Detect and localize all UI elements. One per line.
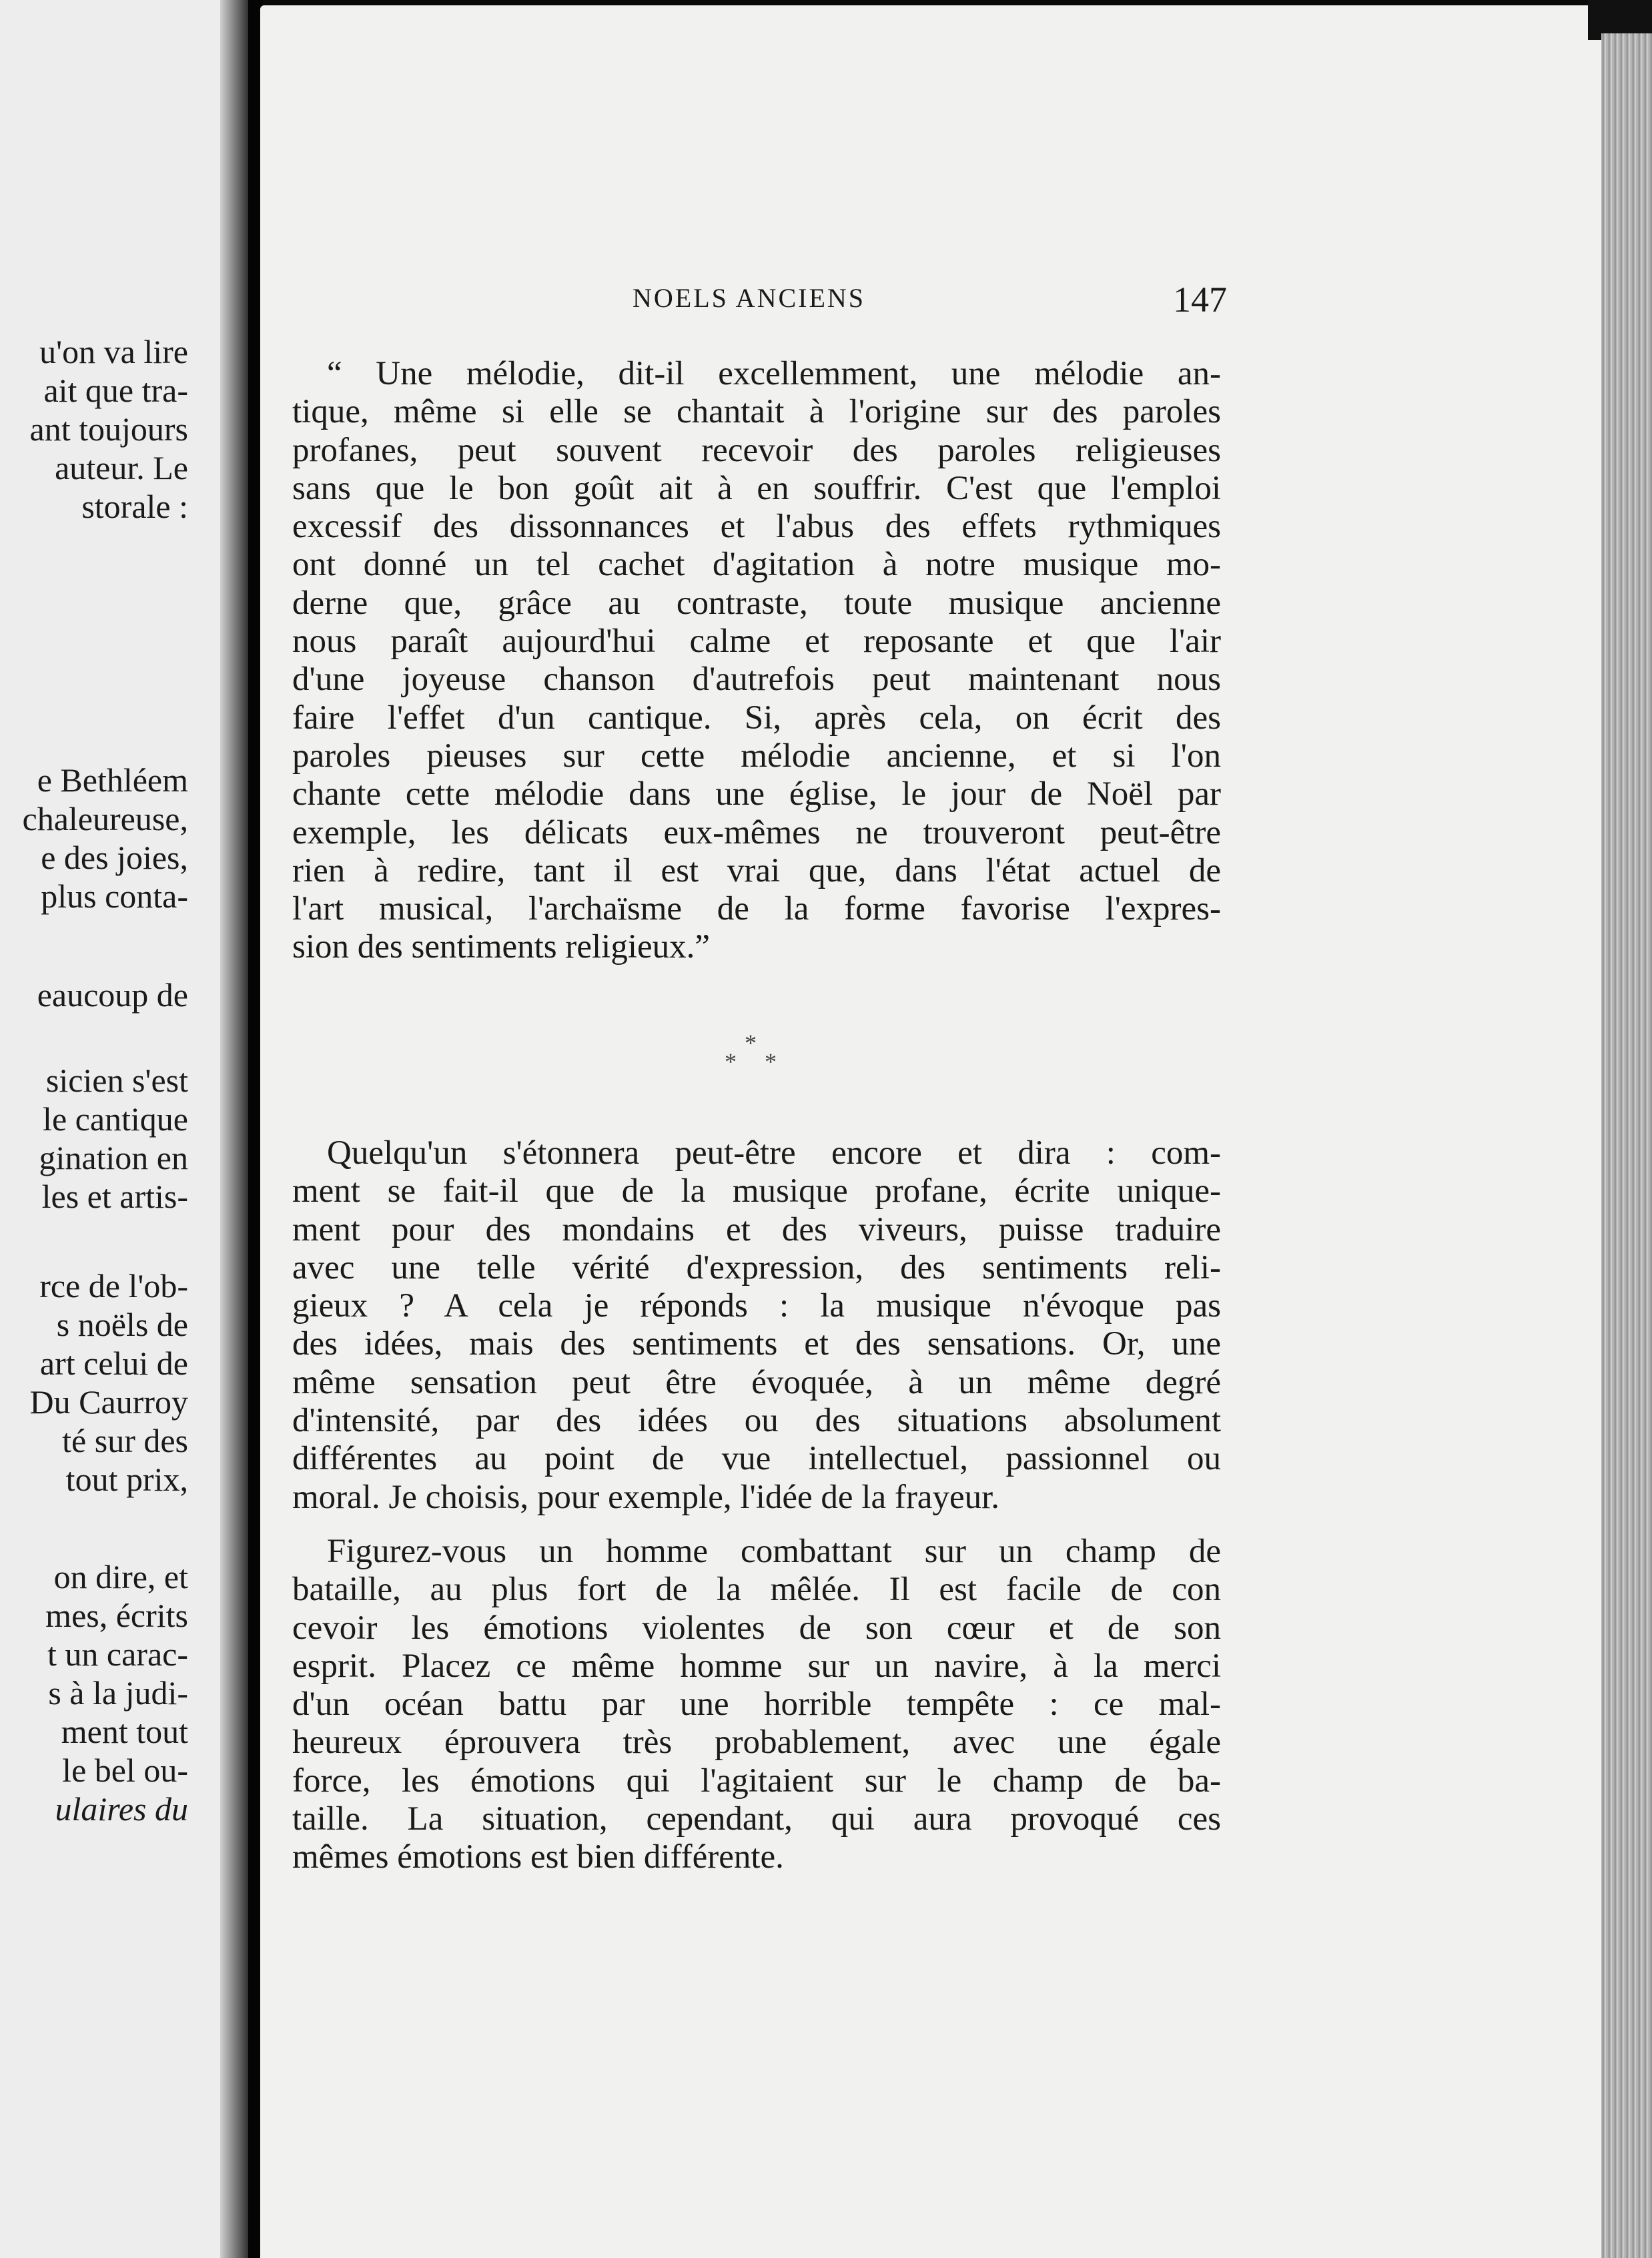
text-line: chante cette mélodie dans une église, le jour de Noël par: [292, 775, 1221, 813]
text-line: l'art musical, l'archaïsme de la forme favorise l'expres-: [292, 890, 1221, 928]
text-line: des idées, mais des sentiments et des sensations. Or, une: [292, 1325, 1221, 1363]
text-line: d'un océan battu par une horrible tempête : ce mal-: [292, 1685, 1221, 1724]
text-line: rien à redire, tant il est vrai que, dans l'état actuel de: [292, 851, 1221, 889]
previous-page-line: storale :: [81, 488, 188, 525]
text-line: sion des sentiments religieux.”: [292, 928, 711, 966]
quote-paragraph: [292, 355, 1221, 967]
previous-page-line: ait que tra-: [43, 372, 188, 409]
previous-page-line: e Bethléem: [37, 761, 188, 799]
text-line: exemple, les délicats eux-mêmes ne trouveront peut-être: [292, 813, 1221, 851]
previous-page-line: sicien s'est: [45, 1062, 188, 1099]
text-line: excessif des dissonnances et l'abus des effets rythmiques: [292, 508, 1221, 546]
previous-page-line: té sur des: [62, 1422, 188, 1459]
page-number: 147: [1173, 280, 1227, 320]
asterisk-ornament: *: [765, 1048, 777, 1075]
previous-page-line: ulaires du: [55, 1790, 188, 1828]
text-line: même sensation peut être évoquée, à un même degré: [292, 1363, 1221, 1401]
body-paragraph: [292, 1134, 1221, 1517]
running-head: NOELS ANCIENS: [633, 283, 866, 313]
text-line: esprit. Placez ce même homme sur un navire, à la merci: [292, 1647, 1221, 1685]
text-line: taille. La situation, cependant, qui aura provoqué ces: [292, 1800, 1221, 1838]
previous-page-line: e des joies,: [41, 839, 188, 876]
text-line: avec une telle vérité d'expression, des sentiments reli-: [292, 1248, 1221, 1286]
text-line: différentes au point de vue intellectuel, passionnel ou: [292, 1440, 1221, 1478]
text-line: Quelqu'un s'étonnera peut-être encore et dira : com-: [327, 1134, 1221, 1172]
previous-page-line: s noëls de: [56, 1306, 188, 1343]
text-line: bataille, au plus fort de la mêlée. Il est facile de con: [292, 1571, 1221, 1609]
asterisk-ornament: *: [725, 1048, 737, 1075]
text-line: gieux ? A cela je réponds : la musique n'évoque pas: [292, 1287, 1221, 1325]
previous-page-line: mes, écrits: [45, 1597, 188, 1634]
previous-page-line: art celui de: [39, 1345, 188, 1382]
text-line: derne que, grâce au contraste, toute musique ancienne: [292, 584, 1221, 622]
asterisk-ornament: *: [745, 1030, 757, 1056]
text-line: profanes, peut souvent recevoir des paroles religieuses: [292, 431, 1221, 469]
text-line: force, les émotions qui l'agitaient sur le champ de ba-: [292, 1762, 1221, 1800]
text-line: d'une joyeuse chanson d'autrefois peut maintenant nous: [292, 661, 1221, 699]
section-separator: [725, 1031, 785, 1078]
previous-page-line: le cantique: [43, 1100, 188, 1138]
text-line: faire l'effet d'un cantique. Si, après cela, on écrit des: [292, 699, 1221, 737]
text-line: heureux éprouvera très probablement, avec une égale: [292, 1724, 1221, 1762]
text-line: ont donné un tel cachet d'agitation à notre musique mo-: [292, 546, 1221, 584]
page-stack-edge: [1601, 33, 1652, 2258]
text-line: moral. Je choisis, pour exemple, l'idée de la frayeur.: [292, 1478, 999, 1516]
previous-page-line: eaucoup de: [37, 976, 188, 1014]
previous-page-line: gination en: [39, 1139, 188, 1176]
text-line: paroles pieuses sur cette mélodie ancienne, et si l'on: [292, 737, 1221, 775]
previous-page-line: les et artis-: [41, 1178, 188, 1215]
text-line: “ Une mélodie, dit-il excellemment, une mélodie an-: [327, 355, 1221, 392]
previous-page-line: le bel ou-: [62, 1752, 188, 1789]
text-line: Figurez-vous un homme combattant sur un champ de: [327, 1533, 1221, 1570]
previous-page: [0, 0, 234, 2258]
current-page: [260, 5, 1605, 2258]
previous-page-line: rce de l'ob-: [39, 1267, 188, 1304]
body-paragraph: [292, 1533, 1221, 1877]
previous-page-line: plus conta-: [41, 877, 188, 915]
text-line: cevoir les émotions violentes de son cœur et de son: [292, 1609, 1221, 1647]
previous-page-line: ment tout: [61, 1713, 188, 1750]
text-line: ment pour des mondains et des viveurs, puisse traduire: [292, 1210, 1221, 1248]
previous-page-line: chaleureuse,: [22, 800, 188, 837]
text-line: sans que le bon goût ait à en souffrir. C'est que l'emploi: [292, 469, 1221, 507]
previous-page-line: ant toujours: [29, 410, 188, 448]
previous-page-line: auteur. Le: [55, 449, 188, 486]
text-line: nous paraît aujourd'hui calme et reposante et que l'air: [292, 623, 1221, 661]
text-line: ment se fait-il que de la musique profane, écrite unique-: [292, 1172, 1221, 1210]
previous-page-line: s à la judi-: [48, 1674, 188, 1712]
previous-page-line: u'on va lire: [39, 333, 188, 370]
previous-page-line: Du Caurroy: [29, 1383, 188, 1421]
text-line: mêmes émotions est bien différente.: [292, 1838, 784, 1876]
text-line: tique, même si elle se chantait à l'origine sur des paroles: [292, 393, 1221, 431]
text-line: d'intensité, par des idées ou des situations absolument: [292, 1402, 1221, 1440]
previous-page-line: t un carac-: [47, 1635, 188, 1673]
previous-page-line: on dire, et: [53, 1558, 188, 1595]
previous-page-line: tout prix,: [65, 1461, 188, 1498]
